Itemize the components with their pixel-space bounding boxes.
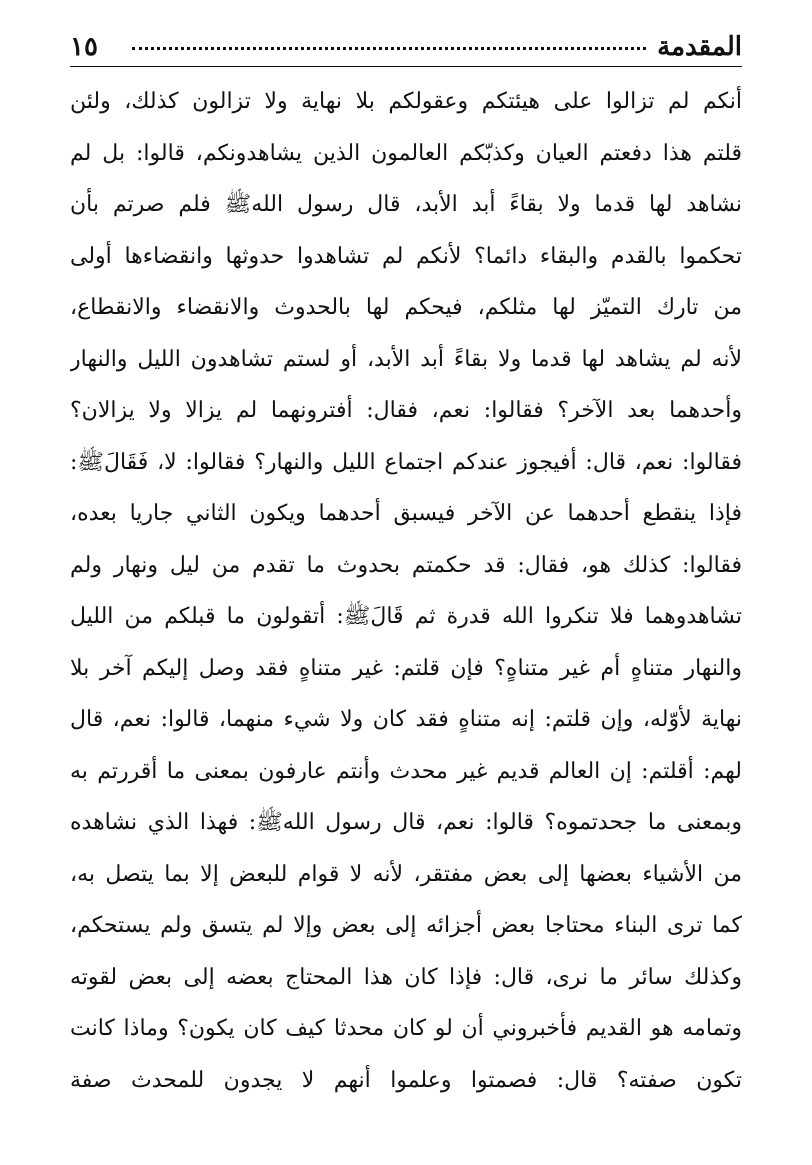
- text-line: وأحدهما بعد الآخر؟ فقالوا: نعم، فقال: أفترونهما لم يزالا ولا يزالان؟: [70, 398, 742, 423]
- text-line: كما ترى البناء محتاجا بعض أجزائه إلى بعض وإلا لم يتسق ولم يستحكم،: [70, 913, 742, 938]
- text-line: وبمعنى ما جحدتموه؟ قالوا: نعم، قال رسول اللهﷺ: فهذا الذي نشاهده: [70, 810, 742, 835]
- chapter-title: المقدمة: [657, 32, 742, 62]
- text-line: نشاهد لها قدما ولا بقاءً أبد الأبد، قال رسول اللهﷺ فلم صرتم بأن: [70, 192, 742, 217]
- body-text: [70, 76, 742, 1106]
- text-line: نهاية لأوّله، وإن قلتم: إنه متناهٍ فقد كان ولا شيء منهما، قالوا: نعم، قال: [70, 707, 742, 732]
- running-header: [70, 28, 742, 68]
- page-number: ١٥: [70, 32, 98, 62]
- text-line: فقالوا: نعم، قال: أفيجوز عندكم اجتماع الليل والنهار؟ فقالوا: لا، فَقَالَﷺ:: [70, 449, 742, 475]
- text-line: فإذا ينقطع أحدهما عن الآخر فيسبق أحدهما ويكون الثاني جاريا بعده،: [70, 501, 742, 526]
- text-line: من الأشياء بعضها إلى بعض مفتقر، لأنه لا قوام للبعض إلا بما يتصل به،: [70, 861, 742, 887]
- text-line: من تارك التميّز لها مثلكم، فيحكم لها بالحدوث والانقضاء والانقطاع،: [70, 295, 742, 320]
- text-line: وتمامه هو القديم فأخبروني أن لو كان محدثا كيف كان يكون؟ وماذا كانت: [70, 1016, 742, 1041]
- text-line: أنكم لم تزالوا على هيئتكم وعقولكم بلا نهاية ولا تزالون كذلك، ولئن: [70, 89, 742, 114]
- text-line: تحكموا بالقدم والبقاء دائما؟ لأنكم لم تشاهدوا حدوثها وانقضاءها أولى: [70, 243, 742, 269]
- text-line: تشاهدوهما فلا تنكروا الله قدرة ثم قَالَﷺ: أتقولون ما قبلكم من الليل: [70, 604, 742, 629]
- text-line: فقالوا: كذلك هو، فقال: قد حكمتم بحدوث ما تقدم من ليل ونهار ولم: [70, 552, 742, 578]
- header-rule: [70, 66, 742, 67]
- text-line: وكذلك سائر ما نرى، قال: فإذا كان هذا المحتاج بعضه إلى بعض لقوته: [70, 964, 742, 990]
- text-line: والنهار متناهٍ أم غير متناهٍ؟ فإن قلتم: غير متناهٍ فقد وصل إليكم آخر بلا: [70, 655, 742, 681]
- leader-dots: [132, 47, 646, 50]
- text-line: لهم: أقلتم: إن العالم قديم غير محدث وأنتم عارفون بمعنى ما أقررتم به: [70, 758, 742, 784]
- text-line: تكون صفته؟ قال: فصمتوا وعلموا أنهم لا يجدون للمحدث صفة: [70, 1067, 742, 1093]
- text-line: قلتم هذا دفعتم العيان وكذبّكم العالمون الذين يشاهدونكم، قالوا: بل لم: [70, 140, 742, 166]
- text-line: لأنه لم يشاهد لها قدما ولا بقاءً أبد الأبد، أو لستم تشاهدون الليل والنهار: [70, 346, 742, 372]
